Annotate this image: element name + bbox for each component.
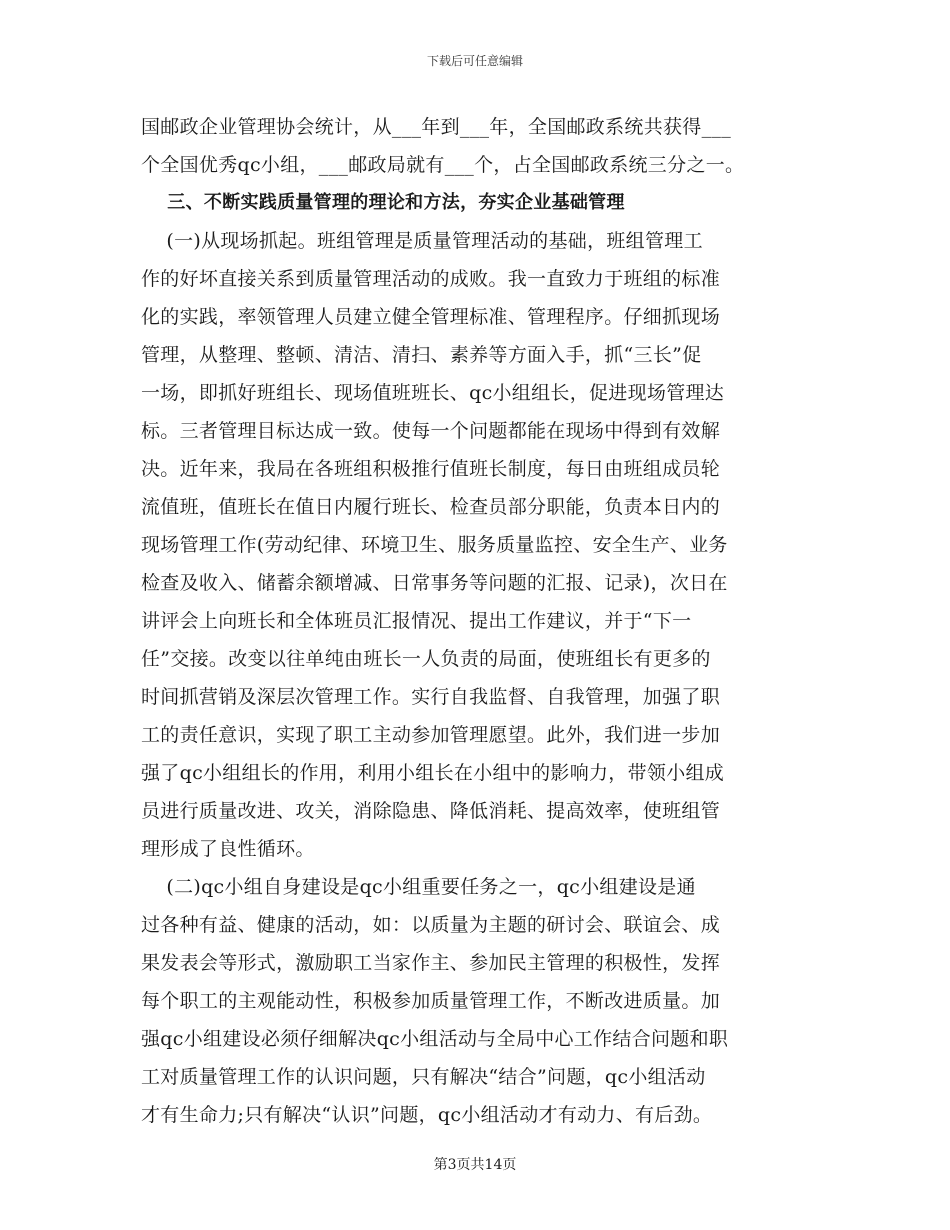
body-line: 强了qc小组组长的作用，利用小组长在小组中的影响力，带领小组成 [141,762,725,784]
body-line: 流值班，值班长在值日内履行班长、检查员部分职能，负责本日内的 [141,496,721,518]
body-line: 决。近年来，我局在各班组积极推行值班长制度，每日由班组成员轮 [141,458,721,480]
body-line: 才有生命力;只有解决“认识”问题，qc小组活动才有动力、有后劲。 [141,1104,713,1126]
body-line: 理形成了良性循环。 [141,838,315,860]
body-line: 过各种有益、健康的活动，如：以质量为主题的研讨会、联谊会、成 [141,914,721,936]
body-line: 现场管理工作(劳动纪律、环境卫生、服务质量监控、安全生产、业务 [141,534,728,556]
body-line: 每个职工的主观能动性，积极参加质量管理工作，不断改进质量。加 [141,990,721,1012]
page-number-footer: 第3页共14页 [433,1157,517,1173]
body-line: 员进行质量改进、攻关，消除隐患、降低消耗、提高效率，使班组管 [141,800,721,822]
body-line: 个全国优秀qc小组，___邮政局就有___个，占全国邮政系统三分之一。 [141,154,745,176]
body-line: 一场，即抓好班组长、现场值班班长、qc小组组长，促进现场管理达 [141,382,725,404]
document-body [141,108,809,1134]
page-header: 下载后可任意编辑 [426,54,523,68]
body-line: 果发表会等形式，激励职工当家作主、参加民主管理的积极性，发挥 [141,952,721,974]
body-line: 工的责任意识，实现了职工主动参加管理愿望。此外，我们进一步加 [141,724,721,746]
body-line: 讲评会上向班长和全体班员汇报情况、提出工作建议，并于“下一 [141,610,692,632]
body-line: (一)从现场抓起。班组管理是质量管理活动的基础，班组管理工 [141,230,703,252]
body-line: 标。三者管理目标达成一致。使每一个问题都能在现场中得到有效解 [141,420,721,442]
body-line: 强qc小组建设必须仔细解决qc小组活动与全局中心工作结合问题和职 [141,1028,729,1050]
body-line: 化的实践，率领管理人员建立健全管理标准、管理程序。仔细抓现场 [141,306,721,328]
body-line: (二)qc小组自身建设是qc小组重要任务之一，qc小组建设是通 [141,876,696,898]
body-line: 工对质量管理工作的认识问题，只有解决“结合”问题，qc小组活动 [141,1066,706,1088]
section-heading: 三、不断实践质量管理的理论和方法，夯实企业基础管理 [141,192,625,213]
body-line: 国邮政企业管理协会统计，从___年到___年，全国邮政系统共获得___ [141,116,732,138]
body-line: 时间抓营销及深层次管理工作。实行自我监督、自我管理，加强了职 [141,686,721,708]
body-line: 作的好坏直接关系到质量管理活动的成败。我一直致力于班组的标准 [141,268,721,290]
body-line: 管理，从整理、整顿、清洁、清扫、素养等方面入手，抓“三长”促 [141,344,702,366]
body-line: 任”交接。改变以往单纯由班长一人负责的局面，使班组长有更多的 [141,648,711,670]
body-line: 检查及收入、储蓄余额增减、日常事务等问题的汇报、记录)，次日在 [141,572,728,594]
